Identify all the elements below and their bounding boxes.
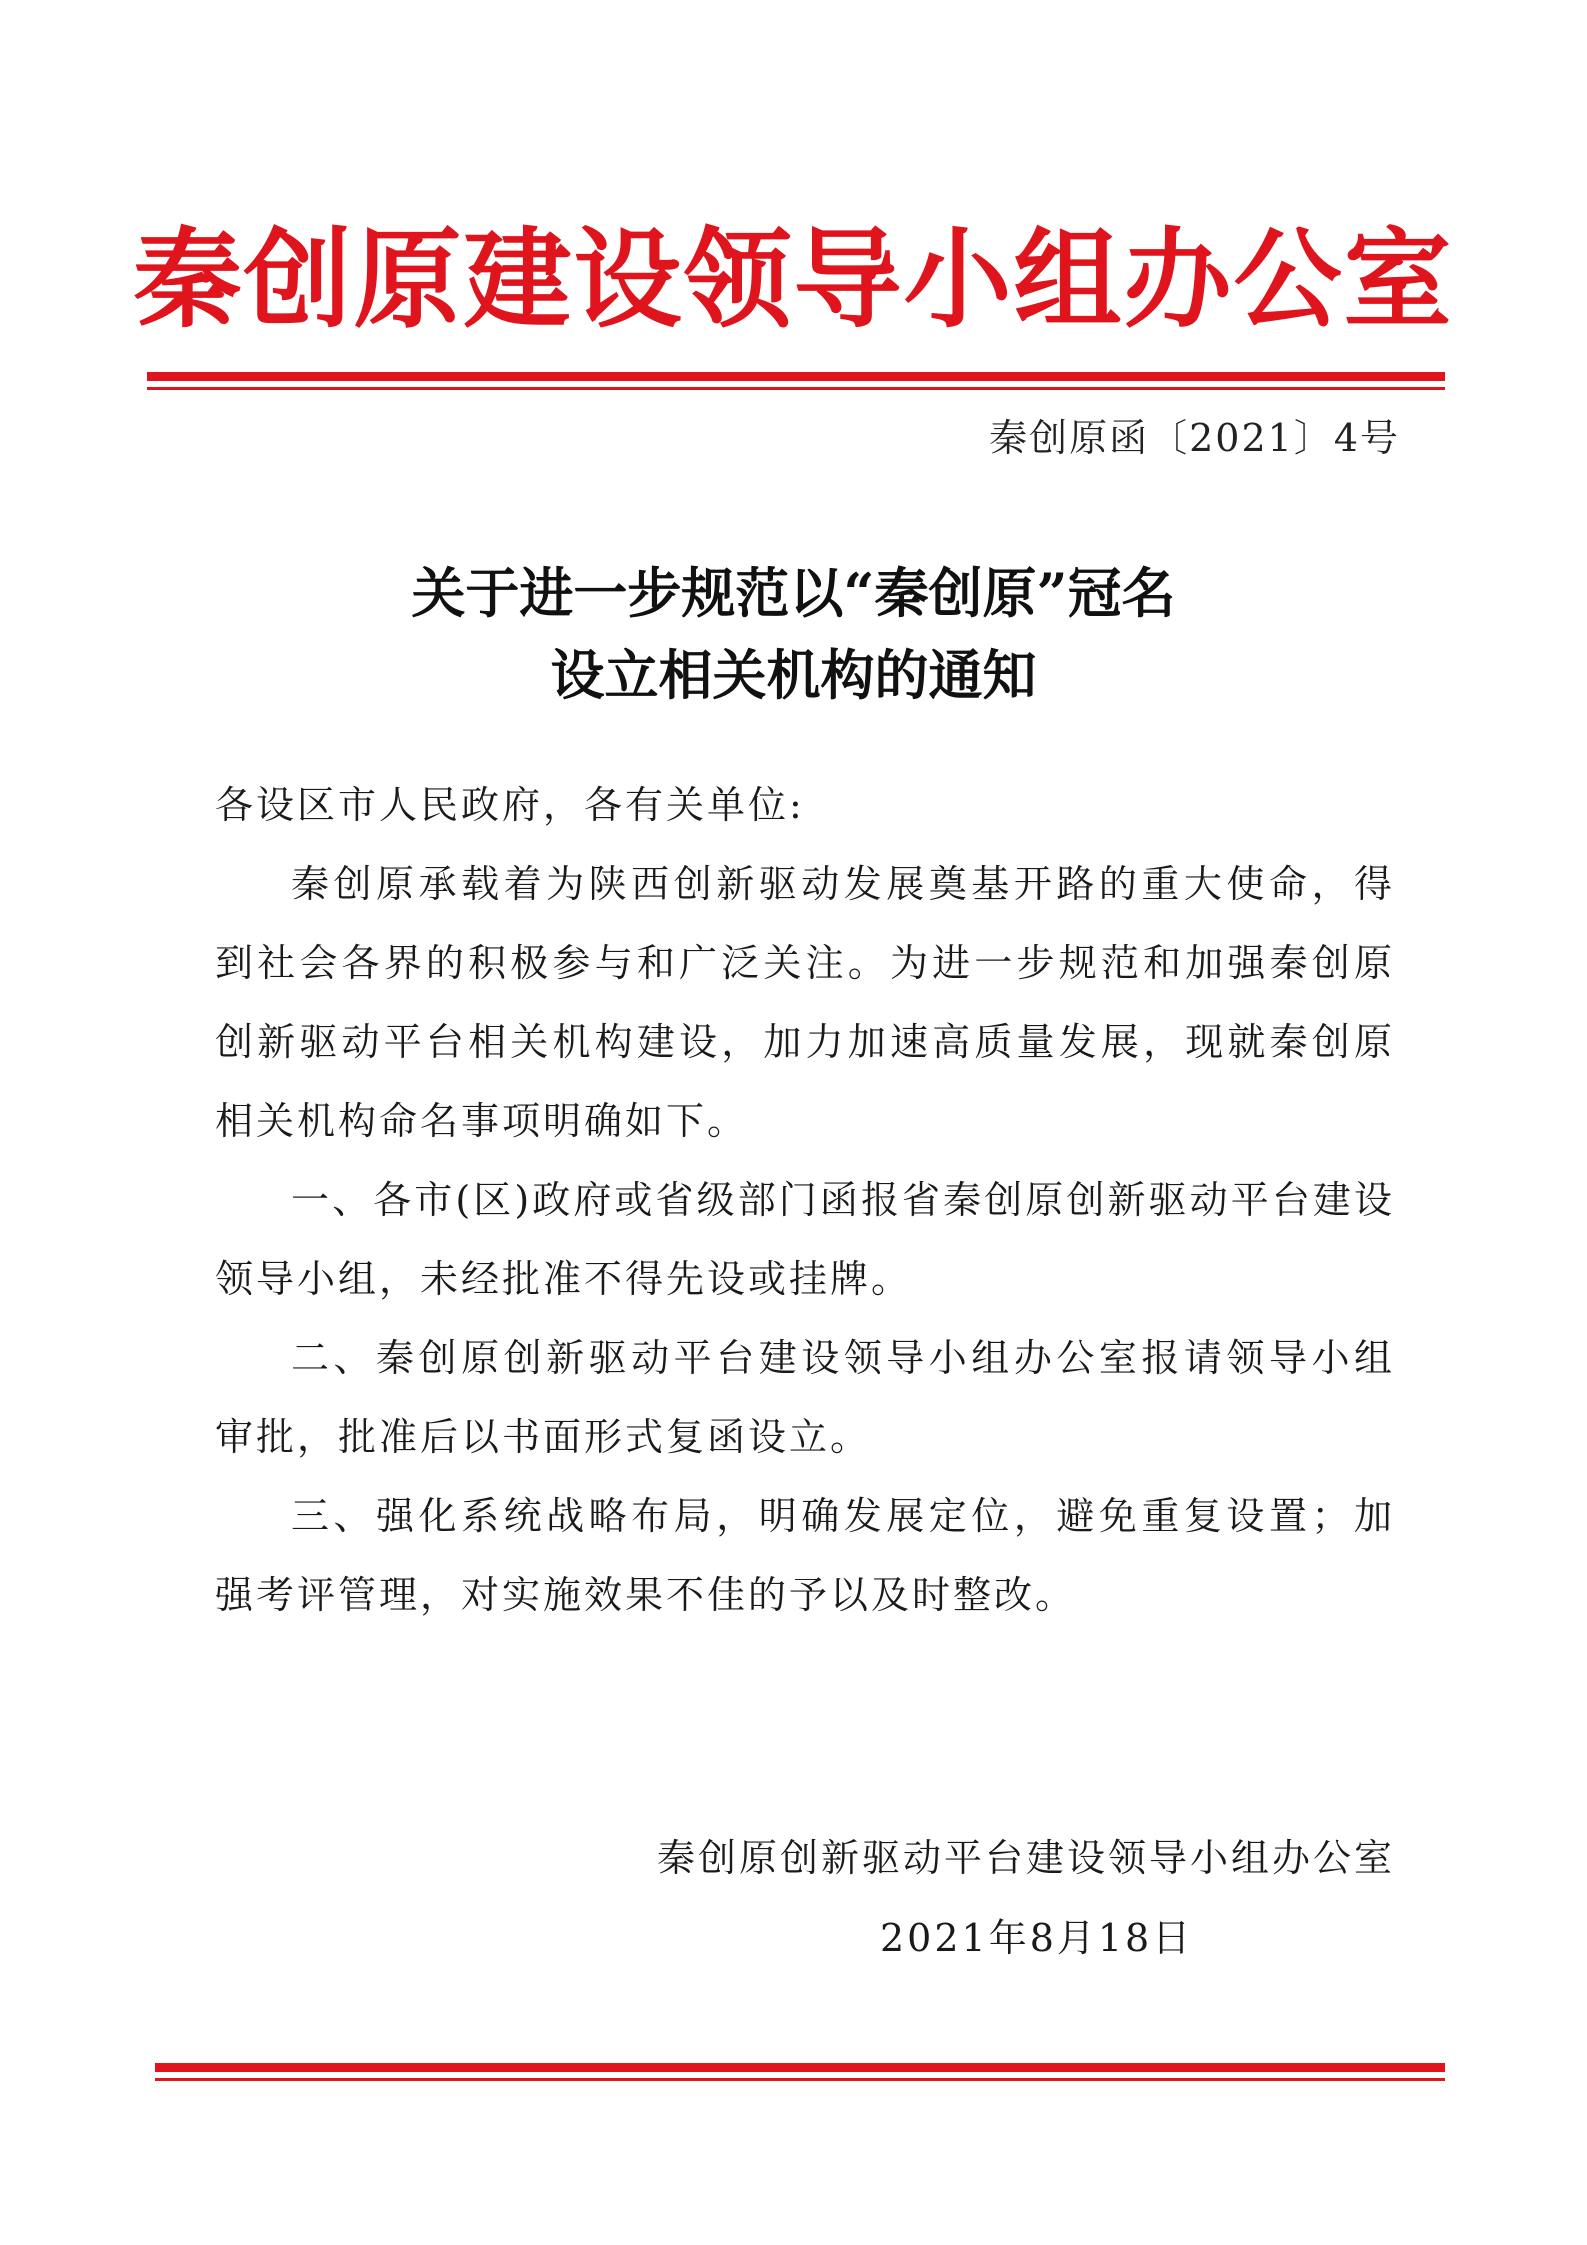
item-paragraph-2: 二、秦创原创新驱动平台建设领导小组办公室报请领导小组审批，批准后以书面形式复函设立。 [215,1336,1395,1459]
document-body [215,766,1395,1635]
salutation: 各设区市人民政府，各有关单位: [215,783,805,827]
footer-rule-thin [155,2078,1445,2081]
intro-paragraph: 秦创原承载着为陕西创新驱动发展奠基开路的重大使命，得到社会各界的积极参与和广泛关注。为进一步规范和加强秦创原创新驱动平台相关机构建设，加力加速高质量发展，现就秦创原相关机构命名事项明确如下。 [215,862,1395,1143]
issue-date: 2021年8月18日 [880,1916,1194,1960]
masthead-rule-thin [147,387,1445,390]
document-number: 秦创原函〔2021〕4号 [989,416,1400,460]
footer-rule-thick [155,2063,1445,2072]
masthead-rule-thick [147,372,1445,381]
item-paragraph-3: 三、强化系统战略布局，明确发展定位，避免重复设置；加强考评管理，对实施效果不佳的予以及时整改。 [215,1494,1395,1617]
title-line-2: 设立相关机构的通知 [550,643,1037,707]
masthead-title: 秦创原建设领导小组办公室 [133,217,1454,343]
title-line-1: 关于进一步规范以“秦创原”冠名 [411,561,1176,625]
document-title [0,552,1587,716]
item-paragraph-1: 一、各市(区)政府或省级部门函报省秦创原创新驱动平台建设领导小组，未经批准不得先设或挂牌。 [215,1178,1395,1301]
signatory: 秦创原创新驱动平台建设领导小组办公室 [656,1836,1395,1880]
